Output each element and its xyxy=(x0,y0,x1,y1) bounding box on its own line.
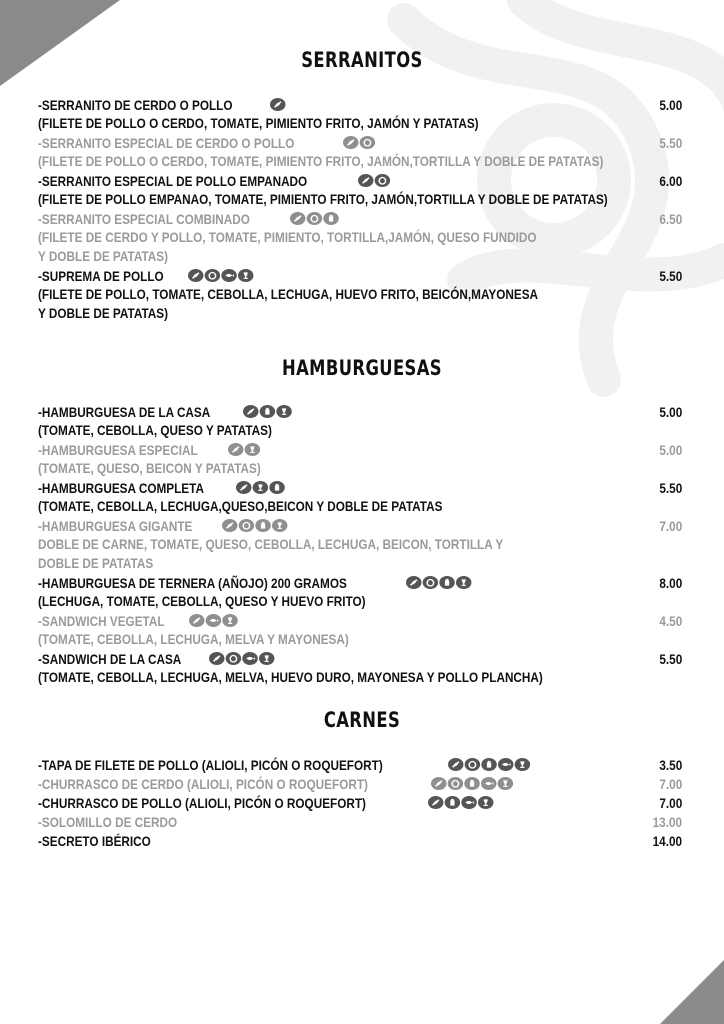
egg-icon xyxy=(238,519,253,532)
item-name: -TAPA DE FILETE DE POLLO (ALIOLI, PICÓN O ROQUEFORT) xyxy=(38,756,383,773)
allergen-icons xyxy=(406,576,471,589)
gluten-icon xyxy=(222,519,237,532)
dairy-icon xyxy=(439,576,454,589)
item-name: -SECRETO IBÉRICO xyxy=(38,832,151,849)
item-price: 7.00 xyxy=(659,517,682,534)
egg-icon xyxy=(307,212,322,225)
menu-item xyxy=(38,649,682,687)
item-description: (FILETE DE POLLO O CERDO, TOMATE, PIMIENTO FRITO, JAMÓN Y PATATAS) xyxy=(38,115,479,131)
item-name: -SERRANITO ESPECIAL COMBINADO xyxy=(38,210,250,227)
fish-icon xyxy=(498,758,513,771)
item-name: -HAMBURGUESA COMPLETA xyxy=(38,479,204,496)
item-price: 5.50 xyxy=(659,479,682,496)
egg-icon xyxy=(447,777,462,790)
item-description: (LECHUGA, TOMATE, CEBOLLA, QUESO Y HUEVO FRITO) xyxy=(38,593,366,609)
menu-item xyxy=(38,133,682,171)
allergen-icons xyxy=(358,174,390,187)
item-name: -SANDWICH DE LA CASA xyxy=(38,650,182,667)
gluten-icon xyxy=(270,98,285,111)
item-name: -HAMBURGUESA DE LA CASA xyxy=(38,403,211,420)
item-name: -HAMBURGUESA GIGANTE xyxy=(38,517,193,534)
dairy-icon xyxy=(445,796,460,809)
item-name: -SERRANITO DE CERDO O POLLO xyxy=(38,96,233,113)
allergen-icons xyxy=(243,405,292,418)
mustard-icon xyxy=(245,443,260,456)
menu-item xyxy=(38,478,682,516)
allergen-icons xyxy=(188,269,253,282)
mustard-icon xyxy=(222,614,237,627)
gluten-icon xyxy=(243,405,258,418)
dairy-icon xyxy=(324,212,339,225)
allergen-icons xyxy=(270,98,285,111)
item-name: -SANDWICH VEGETAL xyxy=(38,612,165,629)
mustard-icon xyxy=(238,269,253,282)
menu-item xyxy=(38,440,682,478)
egg-icon xyxy=(225,652,240,665)
mustard-icon xyxy=(272,519,287,532)
item-description: (TOMATE, CEBOLLA, LECHUGA,QUESO,BEICON Y DOBLE DE PATATAS xyxy=(38,498,443,514)
allergen-icons xyxy=(428,796,493,809)
allergen-icons xyxy=(431,777,513,790)
item-name: -CHURRASCO DE POLLO (ALIOLI, PICÓN O ROQUEFORT) xyxy=(38,794,366,811)
corner-decoration-top-left xyxy=(0,0,120,86)
item-name: -SERRANITO ESPECIAL DE CERDO O POLLO xyxy=(38,134,295,151)
fish-icon xyxy=(205,614,220,627)
item-name: -CHURRASCO DE CERDO (ALIOLI, PICÓN O ROQUEFORT) xyxy=(38,775,368,792)
gluten-icon xyxy=(358,174,373,187)
gluten-icon xyxy=(209,652,224,665)
gluten-icon xyxy=(236,481,251,494)
item-name: -HAMBURGUESA DE TERNERA (AÑOJO) 200 GRAMOS xyxy=(38,574,347,591)
mustard-icon xyxy=(259,652,274,665)
item-price: 4.50 xyxy=(659,612,682,629)
item-price: 6.00 xyxy=(659,172,682,189)
gluten-icon xyxy=(188,269,203,282)
gluten-icon xyxy=(189,614,204,627)
item-price: 5.50 xyxy=(659,134,682,151)
item-price: 3.50 xyxy=(659,756,682,773)
allergen-icons xyxy=(228,443,260,456)
allergen-icons xyxy=(290,212,339,225)
gluten-icon xyxy=(228,443,243,456)
item-price: 5.00 xyxy=(659,403,682,420)
allergen-icons xyxy=(236,481,285,494)
item-description: (FILETE DE POLLO O CERDO, TOMATE, PIMIENTO FRITO, JAMÓN,TORTILLA Y DOBLE DE PATATAS) xyxy=(38,153,604,169)
item-description: (FILETE DE POLLO EMPANAO, TOMATE, PIMIENTO FRITO, JAMÓN,TORTILLA Y DOBLE DE PATATAS) xyxy=(38,191,608,207)
egg-icon xyxy=(465,758,480,771)
gluten-icon xyxy=(290,212,305,225)
menu-item xyxy=(38,402,682,440)
item-price: 13.00 xyxy=(652,813,682,830)
item-name: -HAMBURGUESA ESPECIAL xyxy=(38,441,198,458)
egg-icon xyxy=(375,174,390,187)
menu-item xyxy=(38,95,682,133)
fish-icon xyxy=(481,777,496,790)
menu-item xyxy=(38,812,682,831)
item-name: -SERRANITO ESPECIAL DE POLLO EMPANADO xyxy=(38,172,308,189)
item-price: 5.00 xyxy=(659,96,682,113)
egg-icon xyxy=(204,269,219,282)
menu-item xyxy=(38,611,682,649)
item-description: (TOMATE, CEBOLLA, LECHUGA, MELVA, HUEVO DURO, MAYONESA Y POLLO PLANCHA) xyxy=(38,669,543,685)
allergen-icons xyxy=(222,519,287,532)
dairy-icon xyxy=(464,777,479,790)
fish-icon xyxy=(242,652,257,665)
item-description: (TOMATE, QUESO, BEICON Y PATATAS) xyxy=(38,460,261,476)
gluten-icon xyxy=(406,576,421,589)
corner-decoration-bottom-right xyxy=(660,960,724,1024)
gluten-icon xyxy=(448,758,463,771)
item-description: (FILETE DE POLLO, TOMATE, CEBOLLA, LECHUGA, HUEVO FRITO, BEICÓN,MAYONESA xyxy=(38,286,539,302)
allergen-icons xyxy=(189,614,238,627)
dairy-icon xyxy=(260,405,275,418)
item-description: DOBLE DE PATATAS xyxy=(38,555,154,571)
egg-icon xyxy=(422,576,437,589)
mustard-icon xyxy=(515,758,530,771)
item-description: DOBLE DE CARNE, TOMATE, QUESO, CEBOLLA, LECHUGA, BEICON, TORTILLA Y xyxy=(38,536,504,552)
menu-item xyxy=(38,774,682,793)
item-price: 6.50 xyxy=(659,210,682,227)
item-price: 8.00 xyxy=(659,574,682,591)
mustard-icon xyxy=(497,777,512,790)
fish-icon xyxy=(462,796,477,809)
dairy-icon xyxy=(269,481,284,494)
item-price: 7.00 xyxy=(659,775,682,792)
item-price: 5.00 xyxy=(659,441,682,458)
section-title-carnes: CARNES xyxy=(323,708,401,732)
item-description: (TOMATE, CEBOLLA, QUESO Y PATATAS) xyxy=(38,422,272,438)
menu-item xyxy=(38,266,682,323)
menu-item xyxy=(38,755,682,774)
menu-item xyxy=(38,171,682,209)
section-title-serranitos: SERRANITOS xyxy=(301,48,423,72)
dairy-icon xyxy=(482,758,497,771)
item-price: 5.50 xyxy=(659,650,682,667)
menu-item xyxy=(38,573,682,611)
dairy-icon xyxy=(255,519,270,532)
gluten-icon xyxy=(431,777,446,790)
egg-icon xyxy=(360,136,375,149)
gluten-icon xyxy=(343,136,358,149)
fish-icon xyxy=(221,269,236,282)
item-name: -SOLOMILLO DE CERDO xyxy=(38,813,178,830)
gluten-icon xyxy=(428,796,443,809)
section-title-hamburguesas: HAMBURGUESAS xyxy=(282,356,442,380)
mustard-icon xyxy=(456,576,471,589)
item-description: Y DOBLE DE PATATAS) xyxy=(38,305,169,321)
menu-item xyxy=(38,516,682,573)
item-price: 7.00 xyxy=(659,794,682,811)
allergen-icons xyxy=(209,652,274,665)
item-price: 14.00 xyxy=(652,832,682,849)
mustard-icon xyxy=(276,405,291,418)
item-description: Y DOBLE DE PATATAS) xyxy=(38,248,169,264)
menu-item xyxy=(38,793,682,812)
menu-item xyxy=(38,831,682,850)
mustard-icon xyxy=(252,481,267,494)
allergen-icons xyxy=(343,136,375,149)
menu-item xyxy=(38,209,682,266)
item-description: (FILETE DE CERDO Y POLLO, TOMATE, PIMIENTO, TORTILLA,JAMÓN, QUESO FUNDIDO xyxy=(38,229,537,245)
allergen-icons xyxy=(448,758,530,771)
mustard-icon xyxy=(478,796,493,809)
item-description: (TOMATE, CEBOLLA, LECHUGA, MELVA Y MAYONESA) xyxy=(38,631,349,647)
item-name: -SUPREMA DE POLLO xyxy=(38,267,164,284)
item-price: 5.50 xyxy=(659,267,682,284)
